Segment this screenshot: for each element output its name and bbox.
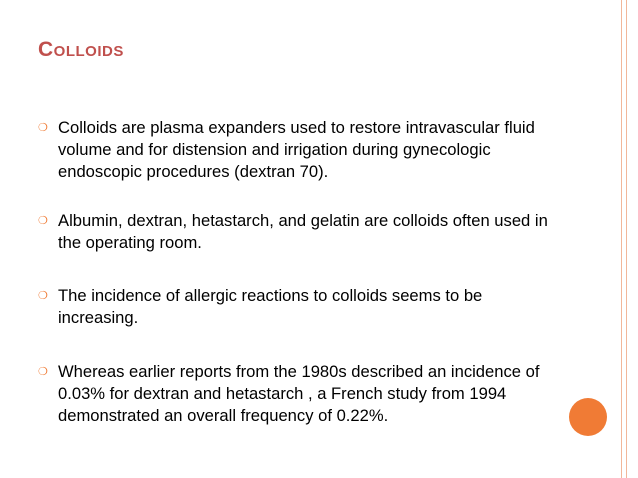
decorative-rule-outer bbox=[621, 0, 622, 478]
bullet-marker-icon: ❍ bbox=[38, 290, 48, 302]
slide-title-rest: OLLOIDS bbox=[53, 43, 124, 60]
slide-title-initial: C bbox=[38, 38, 54, 61]
bullet-item bbox=[38, 117, 578, 183]
bullet-item bbox=[38, 285, 578, 329]
bullet-item bbox=[38, 210, 578, 254]
bullet-text: Colloids are plasma expanders used to restore intravascular fluid volume and for distension and irrigation during gynecologic endoscopic procedures (dextran 70). bbox=[58, 118, 535, 181]
bullet-marker-icon: ❍ bbox=[38, 366, 48, 378]
slide-title bbox=[38, 38, 124, 62]
bullet-text: Albumin, dextran, hetastarch, and gelatin are colloids often used in the operating room. bbox=[58, 211, 548, 252]
bullet-item bbox=[38, 361, 578, 427]
decorative-rule-inner bbox=[626, 0, 627, 478]
bullet-marker-icon: ❍ bbox=[38, 215, 48, 227]
decorative-circle bbox=[569, 398, 607, 436]
bullet-marker-icon: ❍ bbox=[38, 122, 48, 134]
bullet-text: The incidence of allergic reactions to colloids seems to be increasing. bbox=[58, 286, 483, 327]
bullet-text: Whereas earlier reports from the 1980s described an incidence of 0.03% for dextran and hetastarch , a French study from 1994 demonstrated an overall frequency of 0.22%. bbox=[58, 362, 540, 425]
